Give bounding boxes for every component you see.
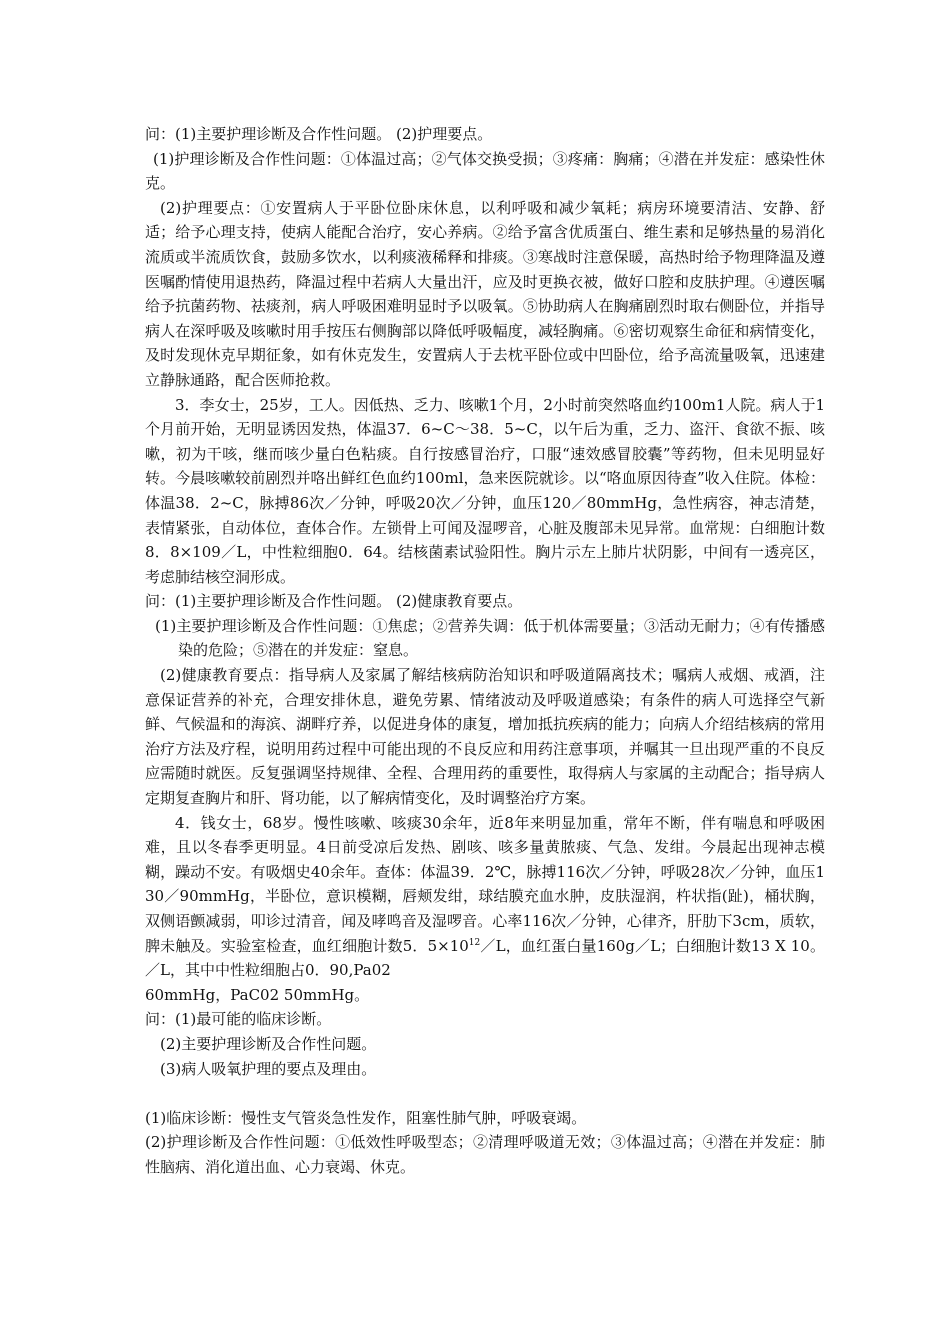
q4-answer-clinical-diagnosis: (1)临床诊断：慢性支气管炎急性发作，阻塞性肺气肿，呼吸衰竭。	[145, 1108, 587, 1127]
exponent: 12	[468, 937, 481, 948]
case-4-blood-gas: 60mmHg，PaC02 50mmHg。	[145, 985, 370, 1004]
q3-answer-diagnosis: (1)主要护理诊断及合作性问题：①焦虑；②营养失调：低于机体需要量；③活动无耐力；④有传播感染的危险；⑤潜在的并发症：窒息。	[155, 616, 825, 660]
q4-question-3: (3)病人吸氧护理的要点及理由。	[160, 1059, 377, 1078]
q2-answer-diagnosis: (1)护理诊断及合作性问题：①体温过高；②气体交换受损；③疼痛：胸痛；④潜在并发症：感染性休克。	[145, 149, 825, 193]
q4-answer-nursing-diagnosis: (2)护理诊断及合作性问题：①低效性呼吸型态；②清理呼吸道无效；③体温过高；④潜在并发症：肺性脑病、消化道出血、心力衰竭、休克。	[145, 1133, 825, 1176]
case-3-description: 3．李女士，25岁，工人。因低热、乏力、咳嗽1个月，2小时前突然咯血约100m1人院。病人于1个月前开始，无明显诱因发热，体温37．6~C～38．5~C，以午后为重，乏力、盗汗、食欲不振、咳嗽，初为干咳，继而咳少量白色粘痰。自行按感冒治疗，口服“速效感冒胶囊”等药物，但未见明显好转。今晨咳嗽较前剧烈并咯出鲜红色血约100ml，急来医院就诊。以“咯血原因待查”收入住院。体检：体温38．2~C，脉搏86次／分钟，呼吸20次／分钟，血压120／80mmHg，急性病容，神志清楚，表情紧张，自动体位，查体合作。左锁骨上可闻及湿啰音，心脏及腹部未见异常。血常规：白细胞计数8．8×109／L，中性粒细胞0．64。结核菌素试验阳性。胸片示左上肺片状阴影，中间有一透亮区，考虑肺结核空洞形成。	[145, 395, 825, 586]
case-4-text-part-1: 4．钱女士，68岁。慢性咳嗽、咳痰30余年，近8年来明显加重，常年不断，伴有喘息和呼吸困难，且以冬春季更明显。4日前受凉后发热、剧咳、咳多量黄脓痰、气急、发绀。今晨起出现神志模糊，躁动不安。有吸烟史40余年。查体：体温39．2℃，脉搏116次／分钟，呼吸28次／分钟，血压130／90mmHg，半卧位，意识模糊，唇颊发绀，球结膜充血水肿，皮肤湿润，杵状指(趾)，桶状胸，双侧语颤减弱，叩诊过清音，闻及哮鸣音及湿啰音。心率116次／分钟，心律齐，肝肋下3cm，质软，脾未触及。实验室检查，血红细胞计数5．5×10	[145, 813, 825, 955]
q2-answer-nursing-points: (2)护理要点：①安置病人于平卧位卧床休息，以利呼吸和减少氧耗；病房环境要清洁、安静、舒适；给予心理支持，使病人能配合治疗，安心养病。②给予富含优质蛋白、维生素和足够热量的易消化流质或半流质饮食，鼓励多饮水，以利痰液稀释和排痰。③寒战时注意保暖，高热时给予物理降温及遵医嘱酌情使用退热药，降温过程中若病人大量出汗，应及时更换衣被，做好口腔和皮肤护理。④遵医嘱给予抗菌药物、祛痰剂，病人呼吸困难明显时予以吸氧。⑤协助病人在胸痛剧烈时取右侧卧位，并指导病人在深呼吸及咳嗽时用手按压右侧胸部以降低呼吸幅度，减轻胸痛。⑥密切观察生命征和病情变化，及时发现休克早期征象，如有休克发生，安置病人于去枕平卧位或中凹卧位，给予高流量吸氧，迅速建立静脉通路，配合医师抢救。	[145, 198, 825, 389]
q4-question: 问：(1)最可能的临床诊断。	[145, 1010, 332, 1029]
q2-question: 问：(1)主要护理诊断及合作性问题。 (2)护理要点。	[145, 125, 493, 143]
q3-answer-health-education: (2)健康教育要点：指导病人及家属了解结核病防治知识和呼吸道隔离技术；嘱病人戒烟、戒酒，注意保证营养的补充，合理安排休息，避免劳累、情绪波动及呼吸道感染；有条件的病人可选择空气新鲜、气候温和的海滨、湖畔疗养，以促进身体的康复，增加抵抗疾病的能力；向病人介绍结核病的常用治疗方法及疗程，说明用药过程中可能出现的不良反应和用药注意事项，并嘱其一旦出现严重的不良反应需随时就医。反复强调坚持规律、全程、合理用药的重要性，取得病人与家属的主动配合；指导病人定期复查胸片和肝、肾功能，以了解病情变化，及时调整治疗方案。	[145, 666, 825, 808]
case-4-text-part-2: ／L，血红蛋白量160g／L；白细胞计数13 X 10。／L，其中中性粒细胞占0．90,Pa02	[145, 936, 825, 980]
case-4-description	[145, 811, 825, 983]
q4-question-2: (2)主要护理诊断及合作性问题。	[160, 1034, 377, 1053]
q3-question: 问：(1)主要护理诊断及合作性问题。 (2)健康教育要点。	[145, 592, 523, 611]
document-body	[145, 122, 825, 1180]
blank-line	[145, 1081, 825, 1106]
